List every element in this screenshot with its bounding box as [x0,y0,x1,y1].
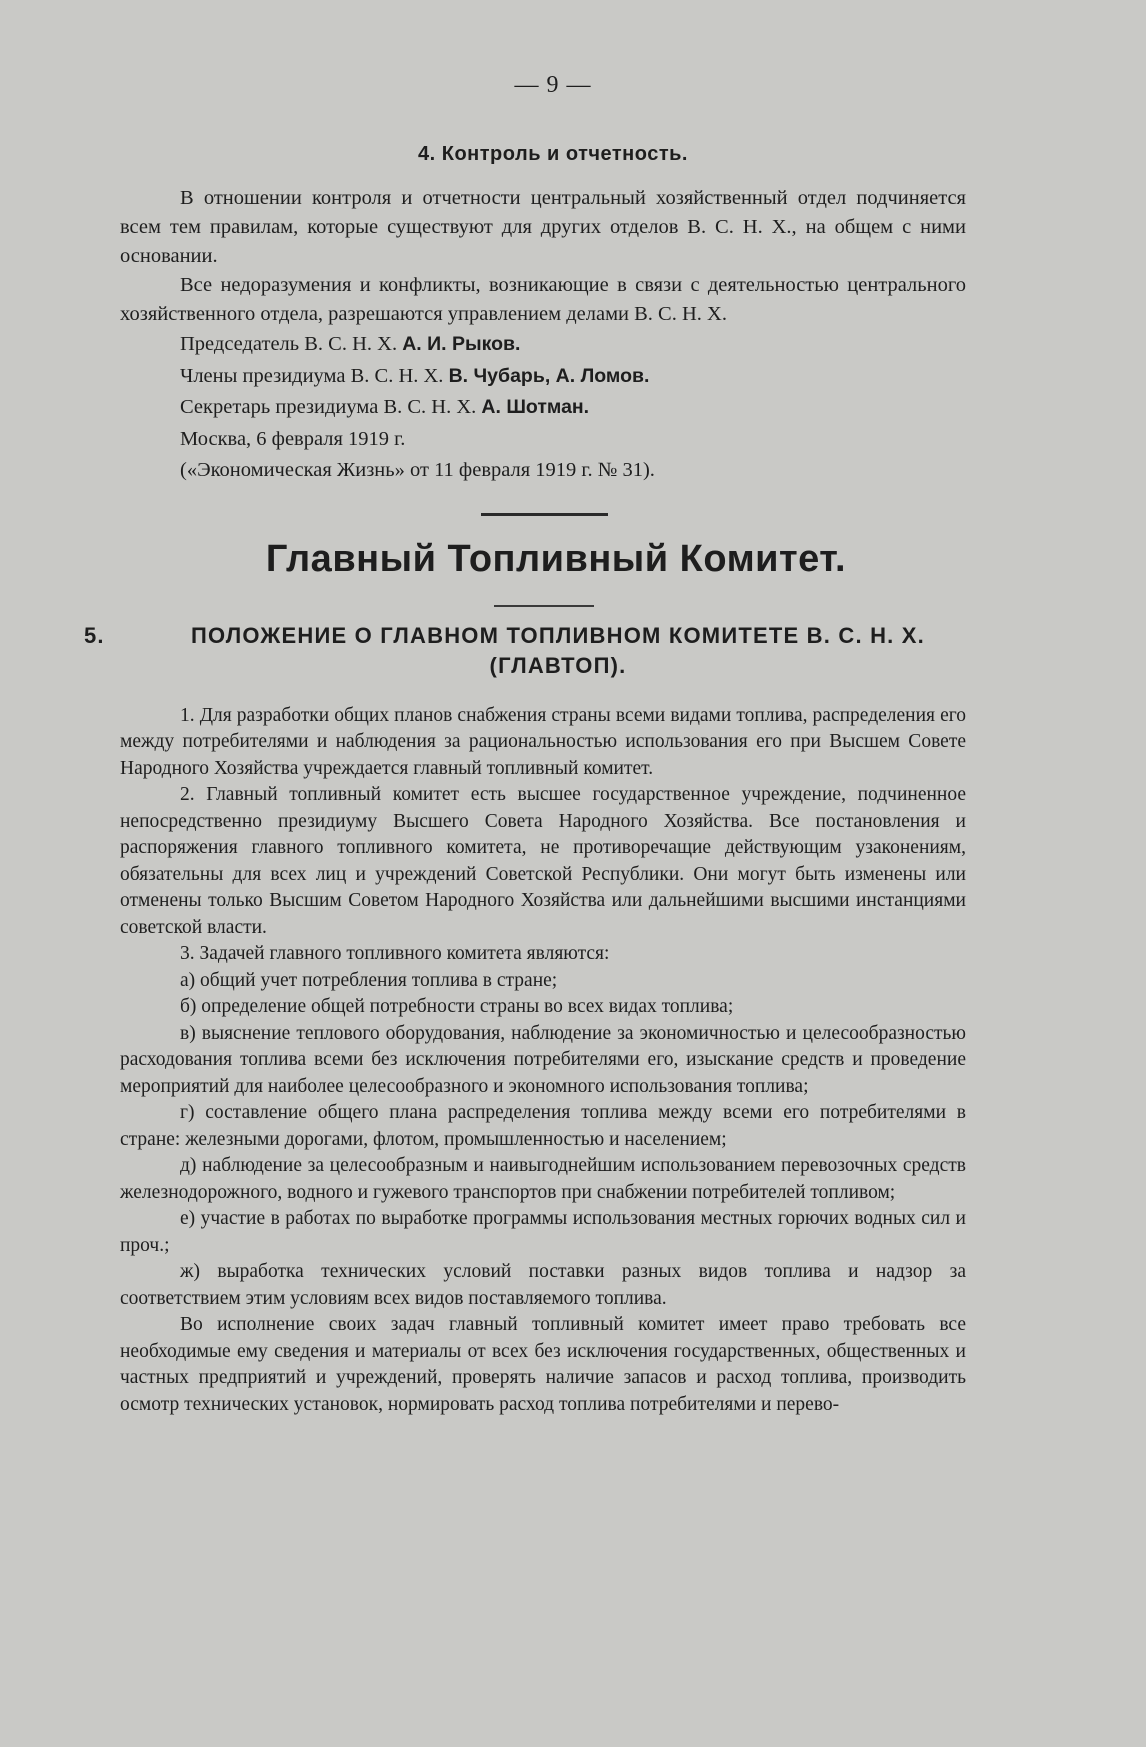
clause-3-item-g: г) составление общего плана распределения топлива между всеми его потребителями в стране: железными дорогами, флотом, промышленностью и населением; [120,1102,966,1150]
members-label: Члены президиума В. С. Н. Х. [180,364,444,387]
control-paragraph-1: В отношении контроля и отчетности центральный хозяйственный отдел подчиняется всем тем правилам, которые существуют для других отделов В. С. Н. Х., на общем с ними основании. [120,187,966,267]
signature-secretary [120,392,966,424]
clause-3: 3. Задачей главного топливного комитета являются: [180,943,610,964]
clause-3-item-zh: ж) выработка технических условий поставки разных видов топлива и надзор за соответствием этим условиям всех видов поставляемого топлива. [120,1261,966,1309]
source-citation: («Экономическая Жизнь» от 11 февраля 1919 г. № 31). [180,459,655,481]
document-title-line-1: ПОЛОЖЕНИЕ О ГЛАВНОМ ТОПЛИВНОМ КОМИТЕТЕ В. С. Н. Х. [190,622,925,648]
page-number: — 9 — [514,72,592,98]
document-number: 5. [84,622,105,648]
powers-paragraph: Во исполнение своих задач главный топливный комитет имеет право требовать все необходимые ему сведения и материалы от всех без исключения государственных, общественных и частных предприятий и учреждений, проверять наличие запасов и расход топлива, производить осмотр технических установок, нормировать расход топлива потребителями и перево- [120,1314,966,1415]
secretary-label: Секретарь президиума В. С. Н. Х. [180,396,477,418]
signature-members [120,361,966,393]
control-paragraph-2: Все недоразумения и конфликты, возникающие в связи с деятельностью центрального хозяйственного отдела, разрешаются управлением делами В. С. Н. Х. [120,274,966,325]
secretary-name: А. Шотман. [481,396,590,418]
document-title [84,621,966,681]
chairman-label: Председатель В. С. Н. Х. [180,333,398,355]
heading-divider [494,605,594,607]
major-heading: Главный Топливный Комитет. [265,537,847,580]
chairman-name: А. И. Рыков. [402,333,521,355]
signature-chairman [120,329,966,361]
section-divider [481,513,608,516]
clause-3-item-a: а) общий учет потребления топлива в стране; [180,969,558,991]
clause-2: 2. Главный топливный комитет есть высшее государственное учреждение, подчиненное непосредственно президиуму Высшего Совета Народного Хозяйства. Все постановления и распоряжения главного топливного комитета, не противоречащие действующим узаконениям, обязательны для всех лиц и учреждений Советской Республики. Они могут быть изменены или отменены только Высшим Советом Народного Хозяйства или дальнейшими высшими инстанциями советской власти. [120,784,966,938]
clause-3-item-v: в) выяснение теплового оборудования, наблюдение за экономичностью и целесообразностью расходования топлива всеми без исключения потребителями его, изыскание средств и проведение мероприятий для наиболее целесообразного и экономного использования топлива; [120,1022,966,1097]
clause-3-item-e: е) участие в работах по выработке программы использования местных горючих водных сил и проч.; [120,1208,966,1256]
members-names: В. Чубарь, А. Ломов. [448,364,650,387]
document-title-line-2: (ГЛАВТОП). [489,652,627,678]
document-body [120,703,966,1419]
section-heading: 4. Контроль и отчетность. [418,143,688,165]
clause-1: 1. Для разработки общих планов снабжения страны всеми видами топлива, распределения его между потребителями и наблюдения за рациональностью использования его при Высшем Совете Народного Хозяйства учреждается главный топливный комитет. [120,704,966,779]
clause-3-item-d: д) наблюдение за целесообразным и наивыгоднейшим использованием перевозочных средств железнодорожного, водного и гужевого транспортов при снабжении потребителей топливом; [120,1155,966,1203]
place-date: Москва, 6 февраля 1919 г. [180,427,406,450]
clause-3-item-b: б) определение общей потребности страны во всех видах топлива; [180,996,734,1017]
